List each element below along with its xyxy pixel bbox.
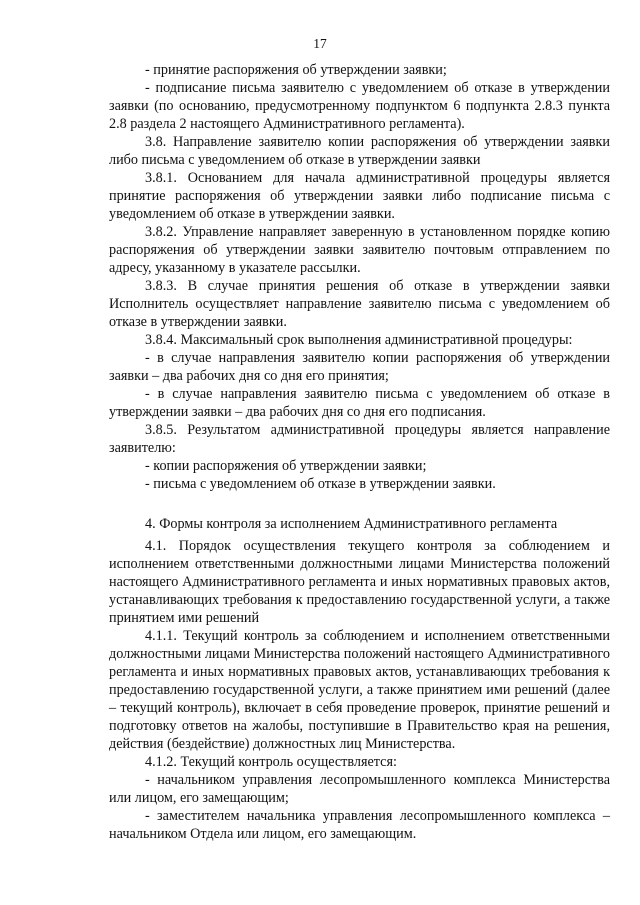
clause-4-1-1: 4.1.1. Текущий контроль за соблюдением и исполнением ответственными должностными лицами Министерства положений настоящего Административного регламента и иных нормативных правовых актов, устанавливающих требования к предоставлению государственной услуги, а также принятием ими решений (далее – текущий контроль), включает в себя проведение проверок, принятие решений и подготовку ответов на жалобы, поступившие в Правительство края на решения, действия (бездействие) должностных лиц Министерства. (109, 628, 610, 752)
page-number: 17 (313, 36, 327, 51)
section-heading: 4. Формы контроля за исполнением Административного регламента (145, 516, 558, 532)
clause-4-1: 4.1. Порядок осуществления текущего контроля за соблюдением и исполнением ответственными должностными лицами Министерства положений настоящего Административного регламента и иных нормативных правовых актов, устанавливающих требования к предоставлению государственной услуги, а также принятием ими решений (109, 538, 610, 626)
list-item-deputy-head: - заместителем начальника управления лесопромышленного комплекса – начальником Отдела или лицом, его замещающим. (109, 808, 610, 842)
list-item-refusal-letter: - подписание письма заявителю с уведомлением об отказе в утверждении заявки (по основанию, предусмотренному подпунктом 6 подпункта 2.8.3 пункта 2.8 раздела 2 настоящего Административного регламента). (109, 80, 610, 132)
list-item-refusal-notice: - письма с уведомлением об отказе в утверждении заявки. (145, 476, 496, 492)
clause-3-8-4: 3.8.4. Максимальный срок выполнения административной процедуры: (145, 332, 573, 348)
clause-3-8-2: 3.8.2. Управление направляет заверенную в установленном порядке копию распоряжения об утверждении заявки заявителю почтовым отправлением по адресу, указанному в указателе рассылки. (109, 224, 610, 276)
clause-3-8: 3.8. Направление заявителю копии распоряжения об утверждении заявки либо письма с уведомлением об отказе в утверждении заявки (109, 134, 610, 168)
document-body (109, 61, 610, 843)
list-item-copy-deadline: - в случае направления заявителю копии распоряжения об утверждении заявки – два рабочих дня со дня его принятия; (109, 350, 610, 384)
list-item-order-copy: - копии распоряжения об утверждении заявки; (145, 458, 427, 474)
clause-3-8-3: 3.8.3. В случае принятия решения об отказе в утверждении заявки Исполнитель осуществляет направление заявителю письма с уведомлением об отказе в утверждении заявки. (109, 278, 610, 330)
clause-3-8-1: 3.8.1. Основанием для начала административной процедуры является принятие распоряжения об утверждении заявки либо подписание письма с уведомлением об отказе в утверждении заявки. (109, 170, 610, 222)
list-item-department-head: - начальником управления лесопромышленного комплекса Министерства или лицом, его замещающим; (109, 772, 610, 806)
clause-3-8-5: 3.8.5. Результатом административной процедуры является направление заявителю: (109, 422, 610, 456)
list-item-letter-deadline: - в случае направления заявителю письма с уведомлением об отказе в утверждении заявки – два рабочих дня со дня его подписания. (109, 386, 610, 420)
clause-4-1-2: 4.1.2. Текущий контроль осуществляется: (145, 754, 397, 770)
list-item-approval-order: - принятие распоряжения об утверждении заявки; (145, 62, 447, 78)
